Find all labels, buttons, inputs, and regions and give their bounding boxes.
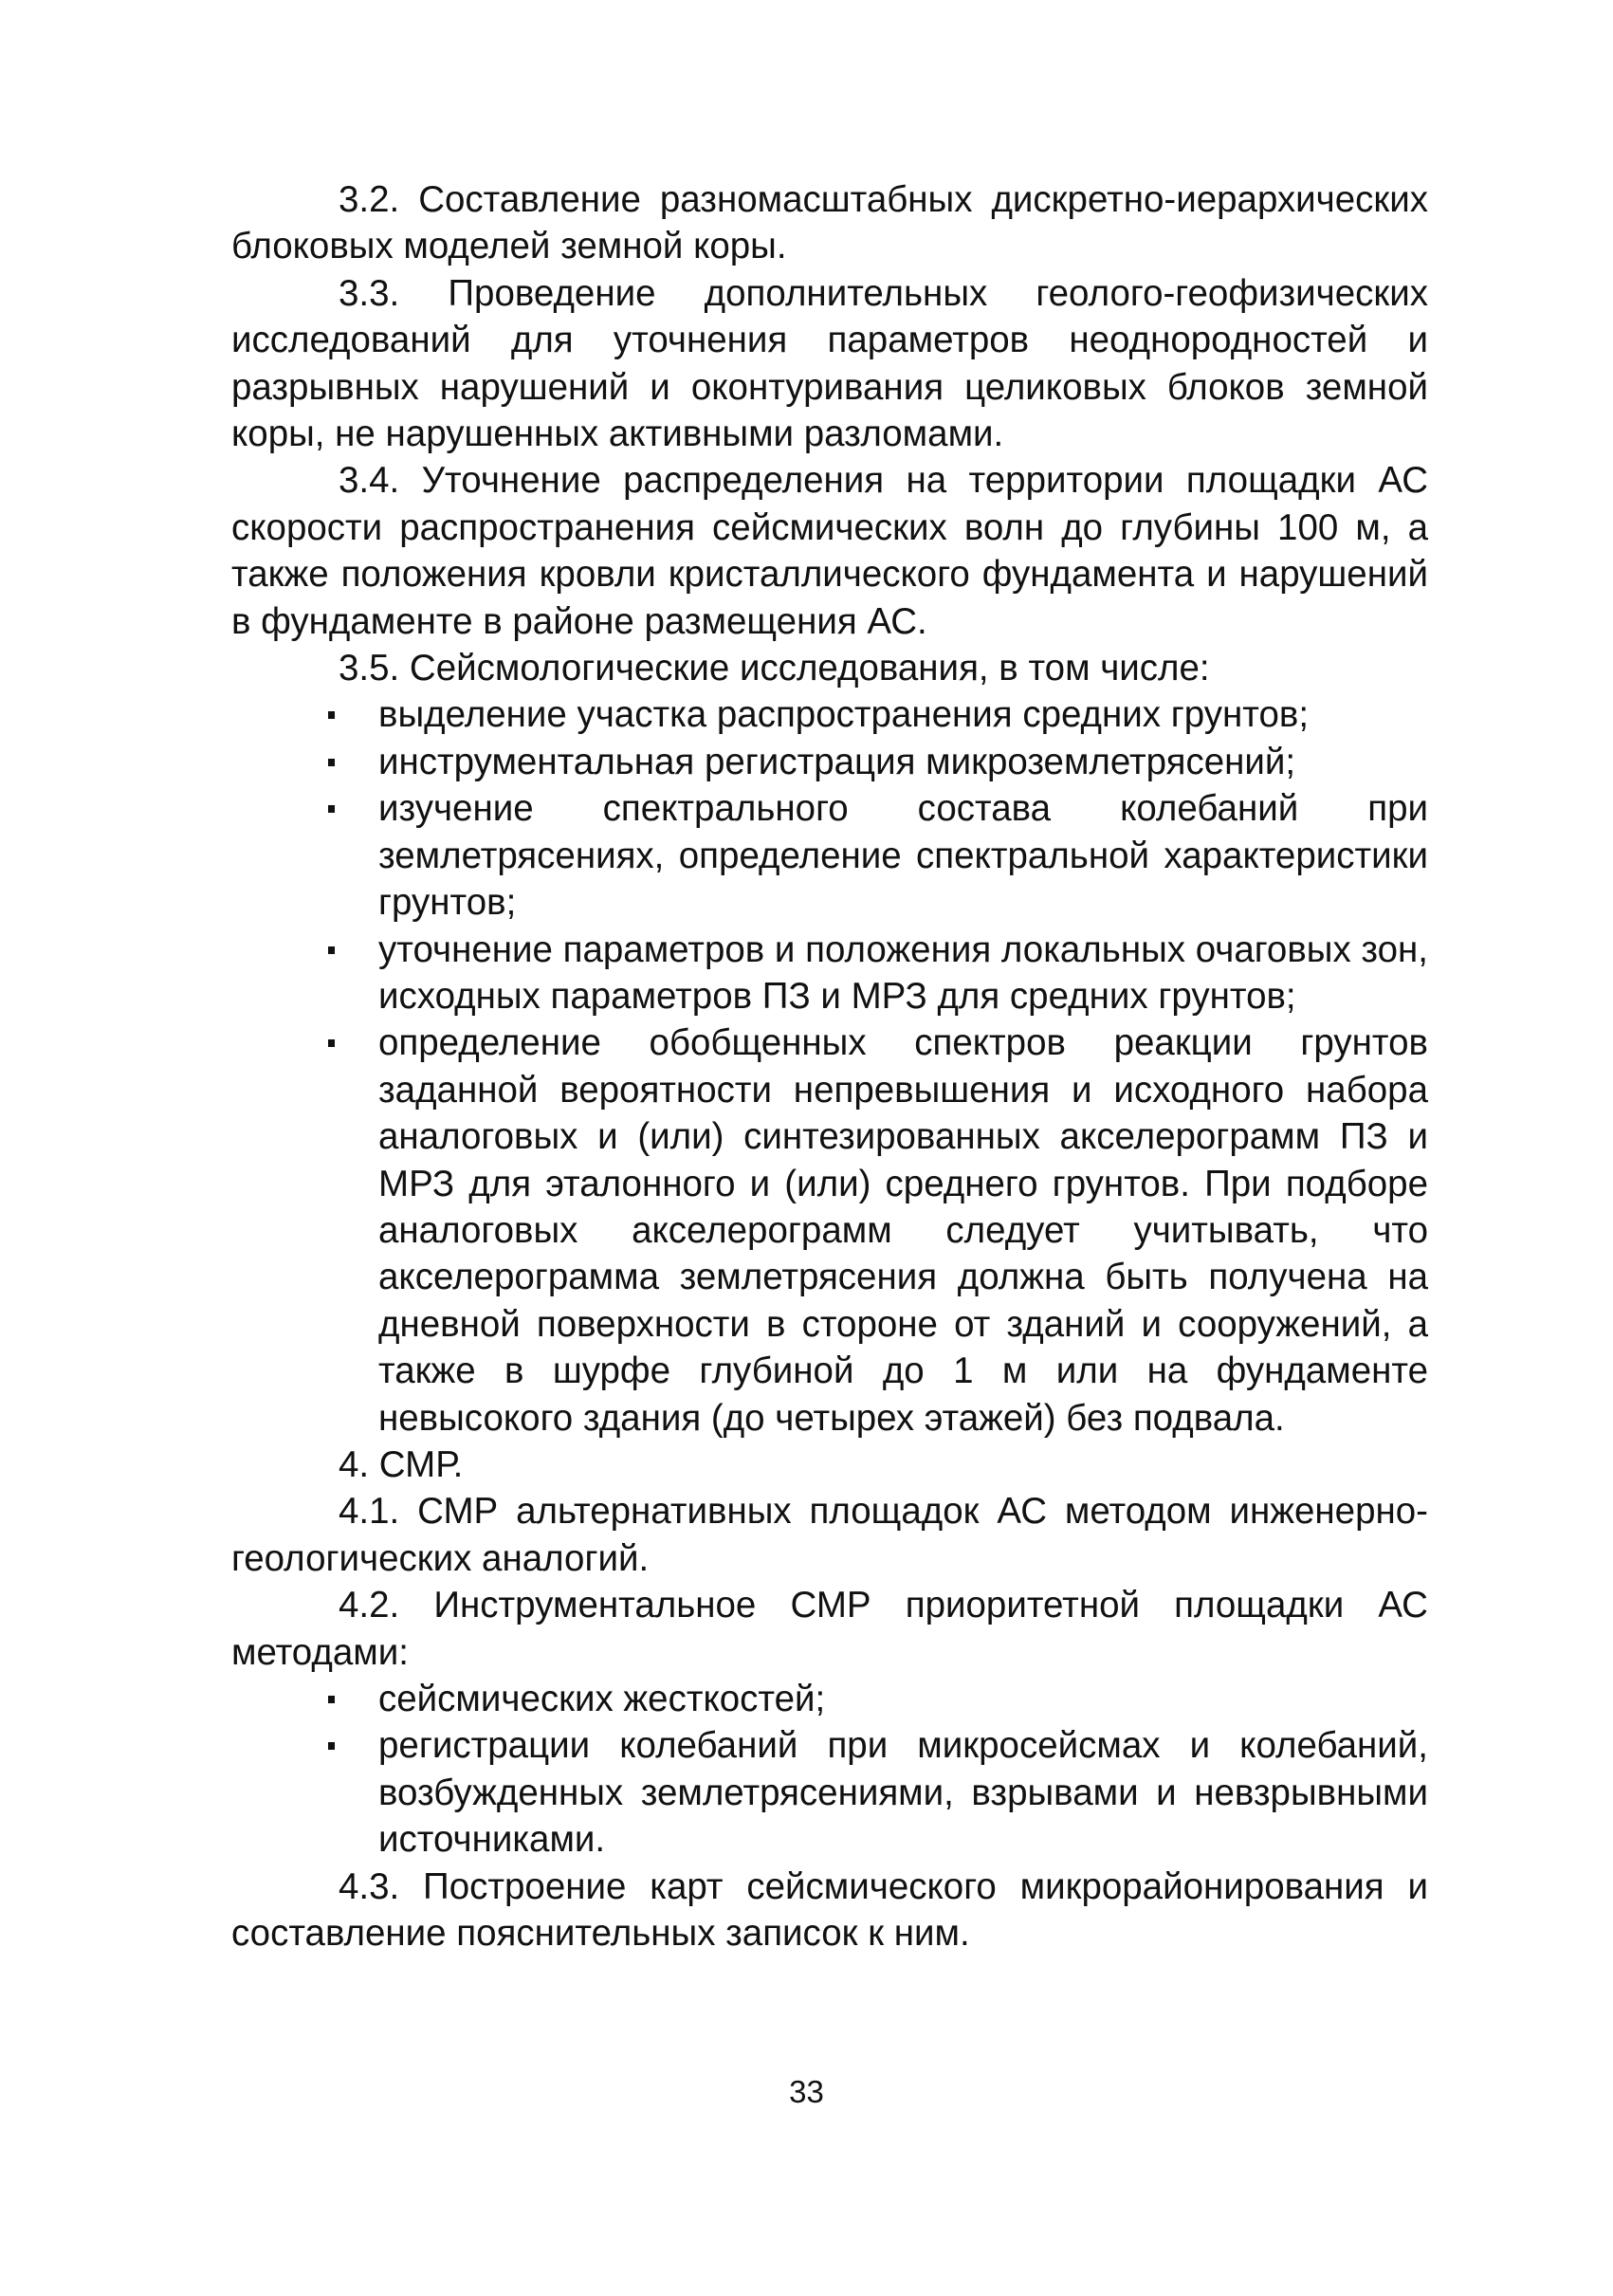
page-number: 33 [789, 2074, 824, 2109]
bullet-icon [328, 1742, 335, 1750]
list-item [378, 1676, 1428, 1722]
list-item [378, 1019, 1428, 1442]
paragraph-3-3: 3.3. Проведение дополнительных геолого-геофизических исследований для уточнения параметров неоднородностей и разрывных нарушений и оконтуривания целиковых блоков земной коры, не нарушенных активными разломами. [231, 272, 1428, 455]
bullet-icon [328, 805, 335, 813]
list-item-text: уточнение параметров и положения локальных очаговых зон, исходных параметров ПЗ и МРЗ для средних грунтов; [378, 928, 1429, 1017]
list-item [378, 1722, 1428, 1863]
list-item-text: изучение спектрального состава колебаний при землетрясениях, определение спектральной характеристики грунтов; [378, 788, 1428, 924]
list-item-text: определение обобщенных спектров реакции грунтов заданной вероятности непревышения и исходного набора аналоговых и (или) синтезированных акселерограмм ПЗ и МРЗ для эталонного и (или) среднего грунтов. При подборе аналоговых акселерограмм следует учитывать, что акселерограмма землетрясения должна быть получена на дневной поверхности в стороне от зданий и сооружений, а также в шурфе глубиной до 1 м или на фундаменте невысокого здания (до четырех этажей) без подвала. [378, 1022, 1428, 1439]
paragraph-3-4: 3.4. Уточнение распределения на территории площадки АС скорости распространения сейсмических волн до глубины 100 м, а также положения кровли кристаллического фундамента и нарушений в фундаменте в районе размещения АС. [231, 460, 1428, 642]
paragraph-4: 4. СМР. [339, 1443, 464, 1485]
paragraph-3-5: 3.5. Сейсмологические исследования, в том числе: [339, 648, 1210, 689]
bullet-icon [328, 1039, 335, 1047]
bullet-icon [328, 711, 335, 719]
list-item-text: сейсмических жесткостей; [378, 1679, 826, 1719]
paragraph-4-1: 4.1. СМР альтернативных площадок АС методом инженерно-геологических аналогий. [231, 1491, 1428, 1579]
list-item [378, 691, 1428, 738]
list-item-text: инструментальная регистрация микроземлетрясений; [378, 741, 1296, 782]
body-text [231, 176, 1428, 1956]
bullet-icon [328, 759, 335, 766]
bullet-icon [328, 946, 335, 954]
paragraph-4-3: 4.3. Построение карт сейсмического микрорайонирования и составление пояснительных записок к ним. [231, 1865, 1428, 1955]
paragraph-4-2: 4.2. Инструментальное СМР приоритетной площадки АС методами: [231, 1585, 1428, 1673]
paragraph-3-2: 3.2. Составление разномасштабных дискретно-иерархических блоковых моделей земной коры. [231, 179, 1428, 267]
bullet-list-3-5 [231, 691, 1428, 1442]
list-item-text: регистрации колебаний при микросейсмах и колебаний, возбужденных землетрясениями, взрывами и невзрывными источниками. [378, 1725, 1428, 1861]
list-item [378, 785, 1428, 926]
bullet-list-4-2 [231, 1676, 1428, 1864]
list-item [378, 927, 1428, 1020]
list-item-text: выделение участка распространения средних грунтов; [378, 694, 1310, 736]
bullet-icon [328, 1696, 335, 1703]
list-item [378, 739, 1428, 785]
